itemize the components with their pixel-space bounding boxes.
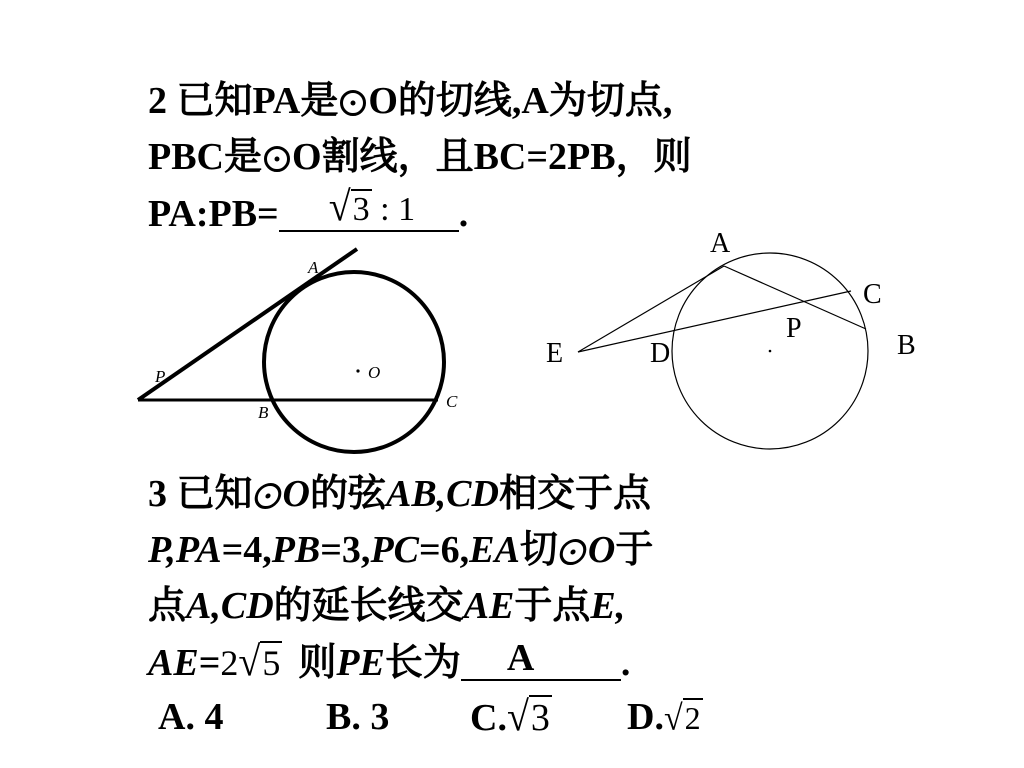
text: . <box>620 642 631 684</box>
option-a: A. 4 <box>158 696 224 738</box>
option-c: C.√3 <box>470 692 550 741</box>
problem3-line2 <box>148 527 653 573</box>
text: =3, <box>320 529 371 571</box>
tangent-line-pa <box>138 249 357 400</box>
option-d: D.√2 <box>627 696 701 738</box>
var-pc: PC <box>370 529 419 571</box>
var-e: E, <box>590 585 626 627</box>
text: 点 <box>148 585 187 627</box>
text: 的延长线交 <box>273 585 464 627</box>
var-ea: EA <box>469 529 520 571</box>
answer-value: √3 : 1 <box>328 182 416 231</box>
problem2-line1-text-a: 2 已知PA是 <box>148 80 339 122</box>
problem2-line2-text-b: O割线，且BC=2PB，则 <box>292 136 692 178</box>
circle-dot-symbol <box>557 539 589 565</box>
option-b: B. 3 <box>326 696 390 738</box>
answer-blank <box>461 639 621 681</box>
answer-value: A <box>506 637 535 679</box>
circle-dot-symbol <box>252 483 284 509</box>
problem2-line3-prefix: PA:PB= <box>148 193 279 235</box>
option-d-radicand: 2 <box>684 700 701 736</box>
var-pb: PB <box>271 529 321 571</box>
problem3-line4 <box>148 639 630 686</box>
left-circle <box>264 272 444 452</box>
chords-ab-cd: AB,CD <box>385 473 499 515</box>
text: 切 <box>519 529 558 571</box>
circle-o: O <box>587 529 616 571</box>
option-d-label: D. <box>627 696 664 738</box>
figure-right <box>546 228 916 449</box>
label-c: C <box>446 392 458 411</box>
problem3-number: 3 已知 <box>148 473 253 515</box>
circle-o: O <box>282 473 310 515</box>
center-point-o <box>356 369 359 372</box>
answer-radicand: 3 <box>352 191 370 228</box>
answer-rest: : 1 <box>371 191 416 228</box>
var-ae: AE <box>463 585 515 627</box>
text: = <box>198 642 221 684</box>
label-a: A <box>308 258 319 277</box>
text: 则 <box>298 642 337 684</box>
label-b: B <box>897 330 916 361</box>
label-a: A <box>710 228 731 259</box>
option-c-radicand: 3 <box>530 697 550 739</box>
line-ec <box>578 291 851 352</box>
problem3-line1 <box>148 471 651 517</box>
problem3-line3 <box>148 583 625 629</box>
option-c-label: C. <box>470 697 507 739</box>
var-pe: PE <box>336 642 385 684</box>
problem2-line2-text-a: PBC是 <box>148 136 263 178</box>
problem2-line1-text-b: O的切线,A为切点, <box>368 80 673 122</box>
var-ae: AE <box>148 642 199 684</box>
ae-radicand: 5 <box>262 643 281 683</box>
label-d: D <box>650 338 671 369</box>
label-c: C <box>863 279 882 310</box>
problem2-line3-suffix: . <box>458 193 469 235</box>
ae-coefficient: 2 <box>220 643 239 683</box>
label-p: P <box>786 313 802 344</box>
text: 长为 <box>384 642 461 684</box>
label-e: E <box>546 338 564 369</box>
center-dot <box>769 350 772 353</box>
label-p: P <box>155 367 166 386</box>
figure-left <box>138 249 458 452</box>
text: 于 <box>615 529 654 571</box>
text: =4, <box>221 529 272 571</box>
var-a-cd: A,CD <box>186 585 274 627</box>
text: 相交于点 <box>498 473 651 515</box>
text: =6, <box>419 529 470 571</box>
var-p-pa: P,PA <box>148 529 222 571</box>
ae-value: 2√5 <box>220 637 281 686</box>
label-b: B <box>258 403 269 422</box>
text: 的弦 <box>309 473 386 515</box>
text: 于点 <box>514 585 591 627</box>
label-o: O <box>368 363 381 382</box>
